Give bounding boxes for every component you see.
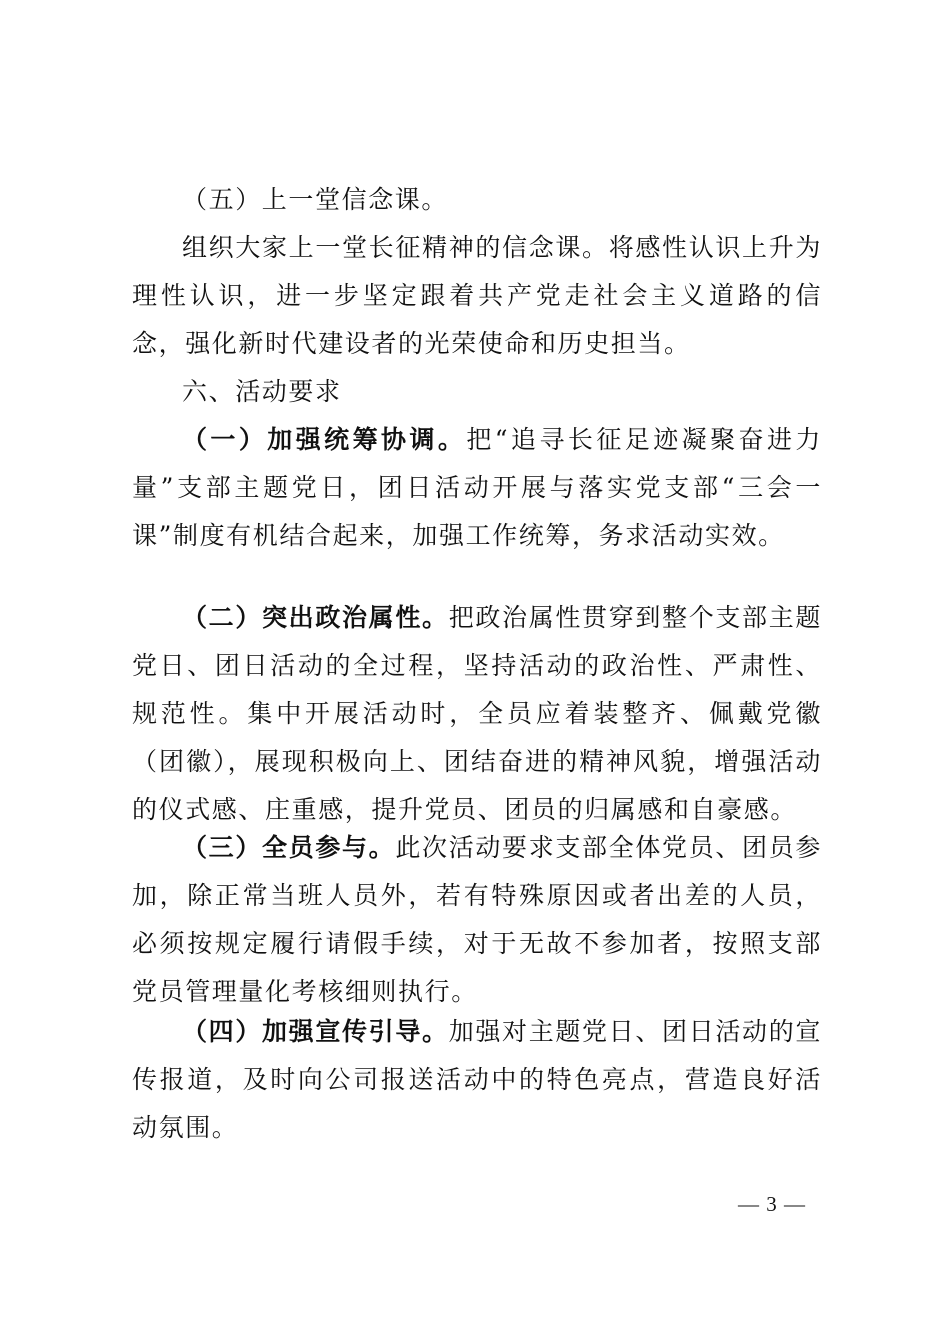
requirement-3-body: 此次活动要求支部全体党员、团员参加，除正常当班人员外，若有特殊原因或者出差的人员，必须按规定履行请假手续，对于无故不参加者，按照支部党员管理量化考核细则执行。: [132, 833, 822, 1006]
requirement-3-title: （三）全员参与。: [182, 833, 396, 862]
chapter-6-heading-text: 六、活动要求: [182, 377, 342, 406]
section-5-paragraph: [132, 224, 822, 368]
requirement-1-paragraph: [132, 416, 822, 560]
requirement-1-title: （一）加强统筹协调。: [182, 425, 467, 454]
requirement-1-body: 把“追寻长征足迹凝聚奋进力量”支部主题党日，团日活动开展与落实党支部“三会一课”制度有机结合起来，加强工作统筹，务求活动实效。: [132, 425, 822, 550]
page-number: — 3 —: [738, 1192, 806, 1216]
chapter-6-heading: [132, 368, 822, 416]
requirement-2-title: （二）突出政治属性。: [182, 603, 449, 632]
section-5-heading: [132, 176, 822, 224]
requirement-2-body: 把政治属性贯穿到整个支部主题党日、团日活动的全过程，坚持活动的政治性、严肃性、规范性。集中开展活动时，全员应着装整齐、佩戴党徽（团徽），展现积极向上、团结奋进的精神风貌，增强活动的仪式感、庄重感，提升党员、团员的归属感和自豪感。: [132, 603, 822, 824]
section-5-heading-text: （五）上一堂信念课。: [182, 185, 449, 214]
requirement-4-paragraph: [132, 1008, 822, 1152]
section-5-body: 组织大家上一堂长征精神的信念课。将感性认识上升为理性认识，进一步坚定跟着共产党走社会主义道路的信念，强化新时代建设者的光荣使命和历史担当。: [132, 233, 822, 358]
requirement-4-body: 加强对主题党日、团日活动的宣传报道，及时向公司报送活动中的特色亮点，营造良好活动氛围。: [132, 1017, 822, 1142]
requirement-2-paragraph: [132, 594, 822, 834]
requirement-4-title: （四）加强宣传引导。: [182, 1017, 449, 1046]
requirement-3-paragraph: [132, 824, 822, 1016]
